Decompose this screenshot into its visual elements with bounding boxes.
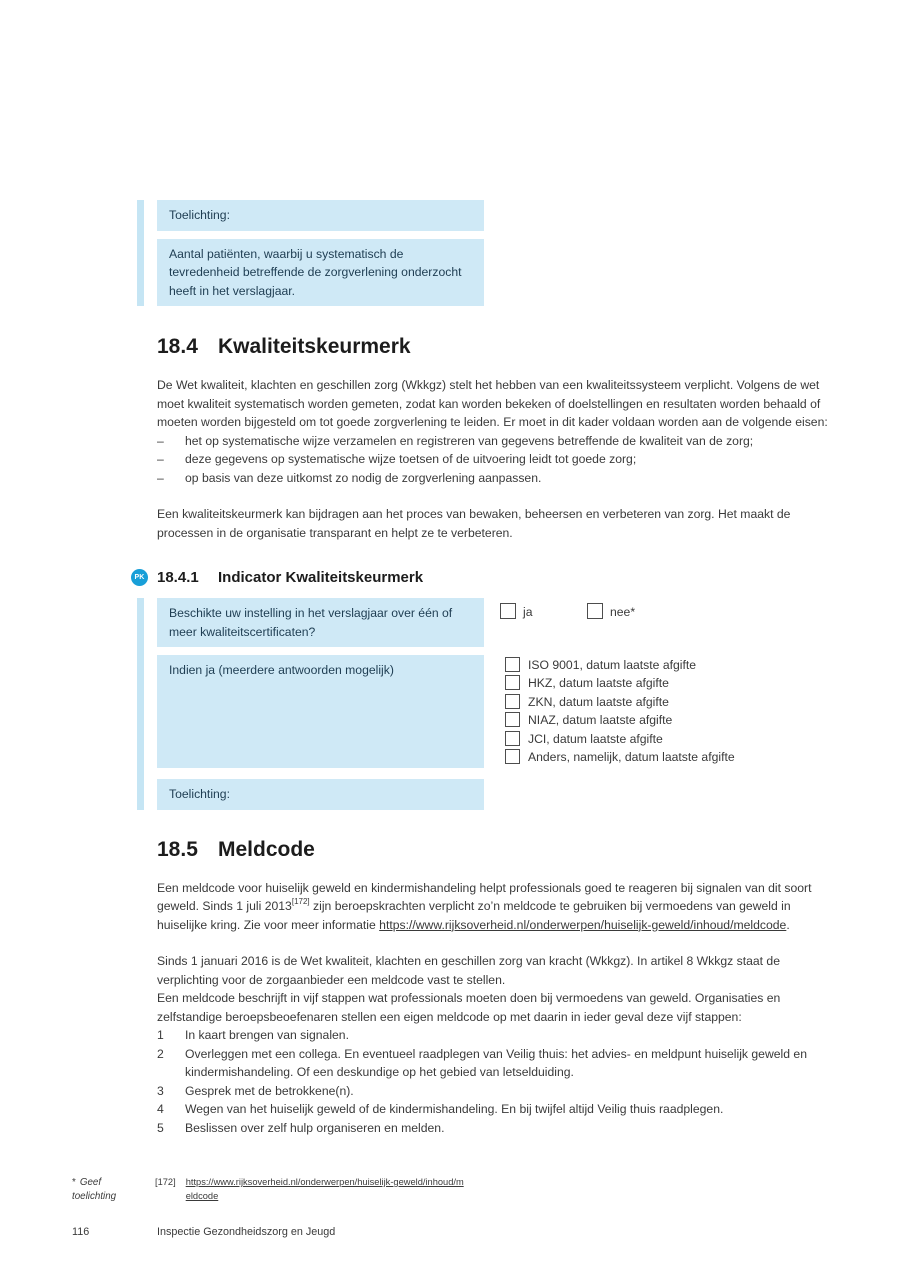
question-side-bar: [137, 200, 144, 306]
certificate-label: ZKN, datum laatste afgifte: [528, 694, 669, 709]
step-number: 2: [157, 1046, 164, 1061]
certificate-label: Anders, namelijk, datum laatste afgifte: [528, 749, 735, 764]
certificate-checkbox[interactable]: [505, 749, 520, 764]
section-18-4-outro: Een kwaliteitskeurmerk kan bijdragen aan het proces van bewaken, beheersen en verbeteren van zorg. Het maakt de processen in de organisatie transparant en helpt ze te verbeteren.: [157, 507, 791, 540]
subsection-title: Indicator Kwaliteitskeurmerk: [218, 569, 424, 586]
certificate-option: [505, 731, 835, 749]
para1-text: .: [786, 917, 790, 932]
step-item: [157, 1100, 841, 1119]
footer-organisation: Inspectie Gezondheidszorg en Jeugd: [157, 1226, 336, 1238]
list-item: [157, 450, 841, 469]
list-item-text: het op systematische wijze verzamelen en registreren van gegevens betreffende de kwaliteit van de zorg;: [185, 433, 754, 448]
question-side-bar: [137, 598, 144, 810]
certificate-checkbox[interactable]: [505, 694, 520, 709]
section-18-5-para2: [157, 952, 841, 1026]
certificate-label: NIAZ, datum laatste afgifte: [528, 713, 673, 728]
answer-nee: [587, 603, 635, 622]
certificate-option: [505, 694, 835, 712]
footnote-reference: [172]: [291, 897, 310, 906]
section-heading-18-4: [157, 334, 841, 359]
answer-ja: [500, 603, 533, 622]
page-number: 116: [72, 1226, 90, 1238]
step-number: 3: [157, 1083, 164, 1098]
toelichting-label-box[interactable]: Toelichting:: [157, 779, 484, 810]
step-text: Overleggen met een collega. En eventueel raadplegen van Veilig thuis: het advies- en meldpunt huiselijk geweld en kindermishandeling. Of een deskundige op het gebied van letselduiding.: [185, 1046, 807, 1079]
nee-label: nee*: [610, 605, 636, 619]
meldcode-link[interactable]: https://www.rijksoverheid.nl/onderwerpen/huiselijk-geweld/inhoud/meldcode: [379, 917, 787, 932]
subsection-number: 18.4.1: [157, 569, 199, 586]
step-text: Wegen van het huiselijk geweld of de kindermishandeling. En bij twijfel altijd Veilig thuis raadplegen.: [185, 1102, 724, 1116]
margin-note: [72, 1176, 132, 1203]
step-number: 4: [157, 1102, 164, 1116]
list-item-text: deze gegevens op systematische wijze toetsen of de uitvoering leidt tot goede zorg;: [185, 452, 637, 466]
dash-marker: –: [157, 470, 164, 485]
question-box: Indien ja (meerdere antwoorden mogelijk): [157, 655, 484, 768]
step-number: 1: [157, 1028, 164, 1042]
footnote-172: [155, 1176, 485, 1203]
meldcode-steps: [157, 1026, 841, 1137]
list-item: [157, 469, 841, 488]
footnote-number: [172]: [155, 1177, 176, 1187]
certificate-option: [505, 657, 835, 675]
indicator-question-block: [157, 598, 841, 810]
question-row-certificate-types: [157, 655, 841, 768]
para1-text: zijn beroepskrachten verplicht zo’n meldcode te gebruiken bij vermoedens van geweld in huiselijke kring. Zie voor meer informatie: [157, 899, 791, 932]
certificate-options: [505, 657, 835, 767]
certificate-checkbox[interactable]: [505, 657, 520, 672]
footnote-link[interactable]: https://www.rijksoverheid.nl/onderwerpen/huiselijk-geweld/inhoud/meldcode: [185, 1177, 464, 1201]
toelichting-answer-box[interactable]: Aantal patiënten, waarbij u systematisch de tevredenheid betreffende de zorgverlening onderzocht heeft in het verslagjaar.: [157, 239, 484, 307]
ja-label: ja: [523, 605, 533, 619]
asterisk-marker: *: [72, 1177, 76, 1188]
certificate-checkbox[interactable]: [505, 731, 520, 746]
section-title: Meldcode: [218, 837, 315, 861]
step-text: Gesprek met de betrokkene(n).: [185, 1083, 354, 1098]
para1-text: Een meldcode voor huiselijk geweld en kindermishandeling helpt professionals goed te reageren bij signalen van dit soort geweld. Sinds 1 juli 2013: [157, 880, 812, 913]
requirements-list: [157, 432, 841, 488]
pk-indicator-badge-icon: PK: [131, 569, 148, 586]
certificate-option: [505, 675, 835, 693]
step-number: 5: [157, 1120, 164, 1135]
ja-checkbox[interactable]: [500, 603, 516, 619]
certificate-option: [505, 749, 835, 767]
certificate-label: HKZ, datum laatste afgifte: [528, 676, 669, 691]
nee-checkbox[interactable]: [587, 603, 603, 619]
list-item: [157, 432, 841, 451]
certificate-checkbox[interactable]: [505, 675, 520, 690]
question-box: Beschikte uw instelling in het verslagjaar over één of meer kwaliteitscertificaten?: [157, 598, 484, 647]
section-heading-18-5: [157, 837, 841, 862]
section-title: Kwaliteitskeurmerk: [218, 335, 411, 358]
section-number: 18.4: [157, 335, 198, 358]
step-item: [157, 1082, 841, 1101]
section-number: 18.5: [157, 837, 198, 861]
certificate-checkbox[interactable]: [505, 712, 520, 727]
step-item: [157, 1119, 841, 1138]
para3-text: Een meldcode beschrijft in vijf stappen wat professionals moeten doen bij vermoedens van geweld. Organisaties en zelfstandige beroepsbeoefenaren stellen een eigen meldcode op met daarin in ieder geval deze vijf stappen:: [157, 991, 781, 1024]
dash-marker: –: [157, 433, 164, 448]
step-text: In kaart brengen van signalen.: [185, 1028, 349, 1042]
subsection-heading-18-4-1: [134, 568, 841, 587]
toelichting-top-block: [157, 200, 841, 306]
margin-note-text: Geef toelichting: [72, 1177, 117, 1202]
dash-marker: –: [157, 452, 164, 466]
toelichting-label-box[interactable]: Toelichting:: [157, 200, 484, 231]
step-item: [157, 1045, 841, 1082]
certificate-label: ISO 9001, datum laatste afgifte: [528, 658, 697, 672]
step-text: Beslissen over zelf hulp organiseren en melden.: [185, 1120, 445, 1135]
para2-text: Sinds 1 januari 2016 is de Wet kwaliteit, klachten en geschillen zorg van kracht (Wkkgz). In artikel 8 Wkkgz staat de verplichting voor de zorgaanbieder een meldcode vast te stellen.: [157, 954, 780, 987]
certificate-option: [505, 712, 835, 730]
step-item: [157, 1026, 841, 1045]
section-18-5-para1: [157, 879, 841, 935]
section-18-4-intro: De Wet kwaliteit, klachten en geschillen zorg (Wkkgz) stelt het hebben van een kwaliteitssysteem verplicht. Volgens de wet moet kwaliteit systematisch worden gemeten, zodat kan worden bekeken of doelstellingen en resultaten worden behaald of moeten worden bijgesteld om tot goede zorgverlening te leiden. Er moet in dit kader voldaan worden aan de volgende eisen:: [157, 378, 828, 429]
list-item-text: op basis van deze uitkomst zo nodig de zorgverlening aanpassen.: [185, 470, 542, 485]
certificate-label: JCI, datum laatste afgifte: [528, 731, 663, 746]
question-row-certificates: [157, 598, 841, 647]
main-column: [134, 200, 841, 1137]
